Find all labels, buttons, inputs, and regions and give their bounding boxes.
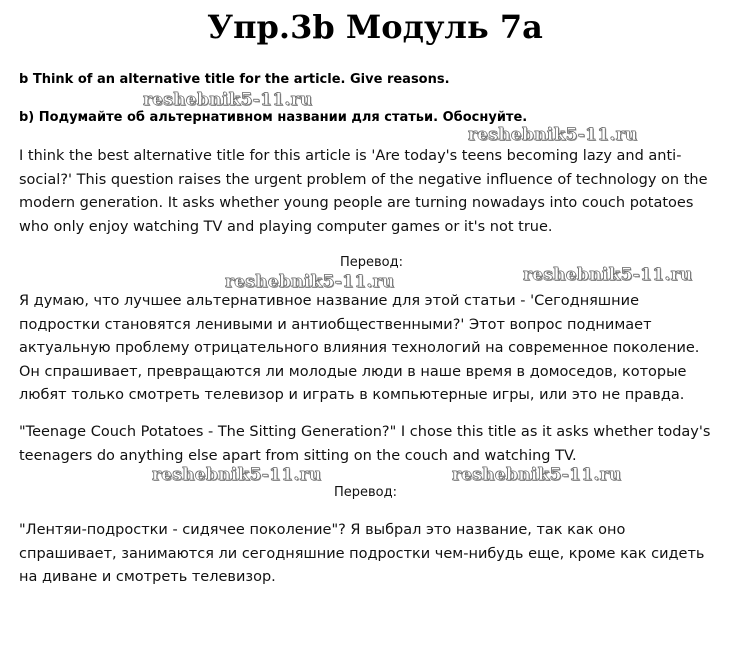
watermark: reshebnik5-11.ru — [452, 465, 622, 485]
watermark: reshebnik5-11.ru — [152, 465, 322, 485]
task-english: b Think of an alternative title for the article. Give reasons. — [19, 72, 450, 87]
watermark: reshebnik5-11.ru — [225, 272, 395, 292]
page-title: Упр.3b Модуль 7а — [207, 8, 543, 46]
answer2-english: "Teenage Couch Potatoes - The Sitting Generation?" I chose this title as it asks whether today's teenagers do anything else apart from sitting on the couch and watching TV. — [19, 424, 711, 464]
task-russian: b) Подумайте об альтернативном названии для статьи. Обоснуйте. — [19, 110, 528, 125]
answer2-russian: "Лентяи-подростки - сидячее поколение"? Я выбрал это название, так как оно спрашивает, занимаются ли сегодняшние подростки чем-нибудь еще, кроме как сидеть на диване и смотреть телевизор. — [19, 522, 705, 585]
watermark: reshebnik5-11.ru — [468, 125, 638, 145]
translation-label-1: Перевод: — [340, 255, 404, 270]
watermark: reshebnik5-11.ru — [143, 90, 313, 110]
answer1-english: I think the best alternative title for this article is 'Are today's teens becoming lazy and anti-social?' This question raises the urgent problem of the negative influence of technology on the modern generation. It asks whether young people are turning nowadays into couch potatoes who only enjoy watching TV and playing computer games or it's not true. — [19, 148, 708, 235]
translation-label-2: Перевод: — [334, 485, 398, 500]
answer1-russian: Я думаю, что лучшее альтернативное название для этой статьи - 'Сегодняшние подростки становятся ленивыми и антиобщественными?' Этот вопрос поднимает актуальную проблему отрицательного влияния технологий на современное поколение. Он спрашивает, превращаются ли молодые люди в наше время в домоседов, которые любят только смотреть телевизор и играть в компьютерные игры, или это не правда. — [19, 293, 700, 403]
watermark: reshebnik5-11.ru — [523, 265, 693, 285]
